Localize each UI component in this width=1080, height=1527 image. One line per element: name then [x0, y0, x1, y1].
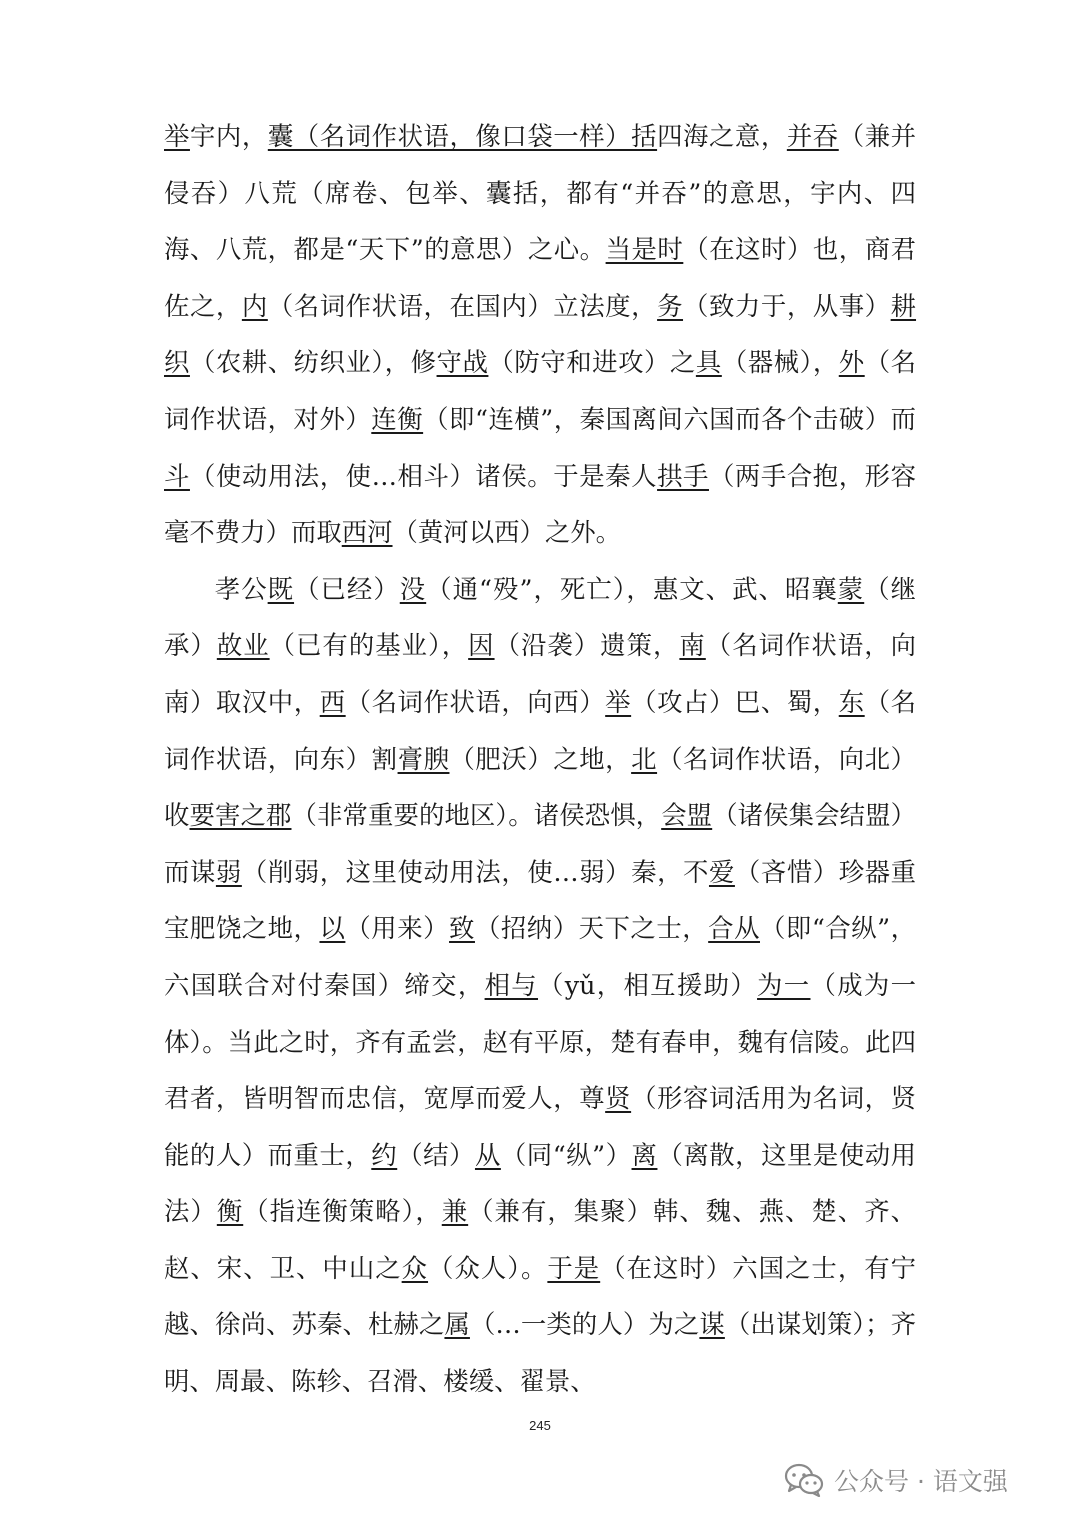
text-run: （用来） — [345, 913, 450, 944]
underlined-term: 弱 — [215, 856, 242, 887]
underlined-term: 爱 — [708, 856, 735, 887]
text-run: （诸侯集会结盟）而谋 — [164, 800, 917, 887]
text-run: （招纳）天下之士， — [474, 913, 709, 944]
text-run: （使动用法，使…相斗）诸侯。于是秦人 — [189, 460, 658, 491]
underlined-term: 举 — [605, 686, 632, 717]
underlined-term: 西河 — [341, 517, 393, 548]
text-run: （通“殁”，死亡），惠文、武、昭襄 — [426, 573, 838, 604]
underlined-term: 合从 — [708, 913, 760, 944]
text-run: （器械）， — [721, 347, 839, 378]
text-run: （同“纵”） — [500, 1139, 632, 1170]
document-body — [164, 108, 916, 1410]
underlined-term: 内 — [241, 290, 268, 321]
text-run: （名词作状语，向西） — [345, 686, 606, 717]
text-run: （离散，这里是使动用法） — [164, 1139, 917, 1227]
text-run: （…一类的人）为之 — [469, 1309, 700, 1340]
underlined-term: 并吞 — [786, 121, 839, 151]
underlined-term: 要害之郡 — [189, 800, 292, 831]
underlined-term: 西 — [319, 686, 346, 717]
underlined-term: 属 — [444, 1309, 470, 1340]
underlined-term: 没 — [399, 573, 427, 604]
underlined-term: 外 — [838, 347, 865, 378]
text-run: （众人）。 — [428, 1252, 548, 1283]
text-run: （名词作状语，在国内）立法度， — [267, 290, 658, 321]
underlined-term: 拱手 — [657, 460, 709, 491]
text-run: （在这时）六国之士，有宁越、徐尚、苏秦、杜赫之 — [164, 1252, 917, 1340]
underlined-term: 连衡 — [371, 403, 424, 434]
text-run: （形容词活用为名词，贤能的人）而重士， — [164, 1083, 917, 1170]
underlined-term: 约 — [371, 1139, 398, 1170]
text-run: （削弱，这里使动用法，使…弱）秦，不 — [241, 856, 709, 887]
text-run: （防守和进攻）之 — [488, 347, 696, 378]
page-number: 245 — [529, 1418, 551, 1433]
underlined-term: 谋 — [699, 1309, 725, 1340]
underlined-term: 相与 — [484, 969, 539, 1000]
text-run: （即“连横”，秦国离间六国而各个击破）而 — [423, 403, 917, 434]
wechat-icon — [784, 1463, 824, 1497]
text-run: （兼并侵吞）八荒（席卷、包举、囊括，都有“并吞”的意思，宇内、四海、八荒，都是“天下”的意思）之心。 — [164, 121, 917, 265]
underlined-term: 以 — [319, 913, 346, 944]
underlined-term: 众 — [401, 1252, 429, 1283]
underlined-term: 离 — [631, 1139, 658, 1170]
text-run: （名词作状语，向东）割 — [164, 686, 917, 774]
underlined-term: 于是 — [547, 1252, 601, 1283]
text-run: （肥沃）之地， — [449, 743, 632, 774]
text-run: 宇内， — [189, 121, 268, 151]
text-run: （结） — [397, 1139, 475, 1170]
text-run: （出谋划策）；齐明、周最、陈轸、召滑、楼缓、翟景、 — [164, 1309, 917, 1397]
underlined-term: 蒙 — [837, 573, 865, 604]
paragraph — [164, 108, 916, 561]
underlined-term: 北 — [631, 743, 658, 774]
text-run: （成为一体）。当此之时，齐有孟尝，赵有平原，楚有春申，魏有信陵。此四君者，皆明智而忠信，宽厚而爱人，尊 — [164, 969, 917, 1114]
text-run: （继承） — [164, 573, 917, 661]
text-run: （农耕、纺织业），修 — [189, 347, 437, 378]
text-run: （名词作状语，向南）取汉中， — [164, 630, 917, 717]
text-run: （吝惜）珍器重宝肥饶之地， — [164, 856, 917, 944]
underlined-term: 耕织 — [164, 290, 917, 378]
text-run: （黄河以西）之外。 — [392, 517, 622, 548]
text-run: 孝公 — [214, 573, 268, 604]
underlined-term: 从 — [474, 1139, 501, 1170]
underlined-term: 当是时 — [605, 234, 684, 265]
underlined-term: 务 — [657, 290, 684, 321]
text-run: （两手合抱，形容毫不费力）而取 — [164, 460, 917, 548]
underlined-term: 既 — [267, 573, 295, 604]
underlined-term: 举 — [164, 121, 190, 151]
underlined-term: 会盟 — [661, 800, 713, 831]
underlined-term: 为一 — [757, 969, 811, 1000]
underlined-term: 南 — [679, 630, 706, 661]
text-run: （yǔ，相互援助） — [538, 969, 758, 1000]
text-run: （名词作状语，向北）收 — [164, 743, 917, 831]
text-run: （已有的基业）， — [269, 630, 469, 661]
underlined-term: 贤 — [605, 1083, 632, 1114]
underlined-term: 守战 — [436, 347, 489, 378]
text-run: （非常重要的地区）。诸侯恐惧， — [291, 800, 662, 831]
text-run: （已经） — [294, 573, 400, 604]
watermark — [784, 1462, 1008, 1498]
text-run: 四海之意， — [657, 121, 787, 151]
underlined-term: 囊（名词作状语，像口袋一样）括 — [267, 121, 658, 151]
watermark-text: 公众号 · 语文强 — [834, 1467, 1008, 1496]
underlined-term: 具 — [695, 347, 722, 378]
text-run: （指连衡策略）， — [243, 1196, 442, 1227]
underlined-term: 东 — [838, 686, 865, 717]
underlined-term: 衡 — [216, 1196, 244, 1227]
text-run: （名词作状语，对外） — [164, 347, 917, 434]
underlined-term: 斗 — [164, 460, 190, 491]
text-run: （在这时）也，商君佐之， — [164, 234, 917, 321]
text-run: （兼有，集聚）韩、魏、燕、楚、齐、赵、宋、卫、中山之 — [164, 1196, 917, 1283]
text-run: （沿袭）遗策， — [494, 630, 680, 661]
text-run: （攻占）巴、蜀， — [631, 686, 839, 717]
text-run: （即“合纵”，六国联合对付秦国）缔交， — [164, 913, 917, 1000]
underlined-term: 兼 — [441, 1196, 469, 1227]
underlined-term: 因 — [468, 630, 495, 661]
paragraph — [164, 561, 916, 1410]
text-run: （致力于，从事） — [683, 290, 891, 321]
underlined-term: 故业 — [216, 630, 270, 661]
underlined-term: 致 — [449, 913, 475, 944]
underlined-term: 膏腴 — [397, 743, 450, 774]
